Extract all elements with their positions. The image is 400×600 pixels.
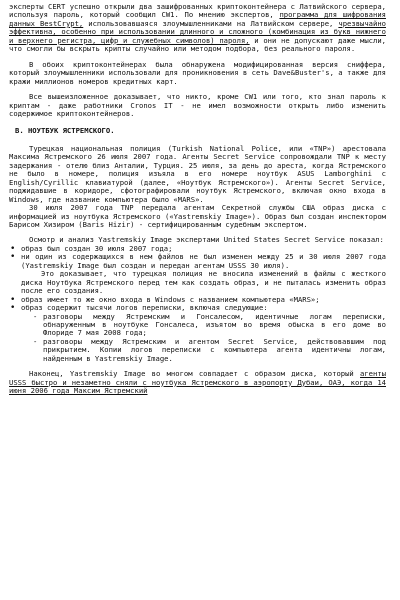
list-item [9,304,386,363]
findings-list [9,245,386,363]
list-item: • образ был создан 30 июля 2007 года; [9,245,386,253]
sub-list-item: - разговоры между Ястремским и агентом Secret Service, действовавшим под прикрытием. Копии логов переписки с компьютера агента идентичны логам, найденным в Yastremskiy Image. [33,338,386,363]
paragraph-conclusion: Все вышеизложенное доказывает, что никто, кроме CW1 или того, кто знал пароль к криптам - даже работники Cronos IT - не имел возможности открыть либо изменить содержимое криптоконтейнеров. [9,92,386,118]
paragraph-arrest: Турецкая национальная полиция (Turkish National Police, или «TNP») арестовала Максима Ястремского 26 июля 2007 года. Агенты Secret Service сопровождали TNP к месту задержания - отелю близ Анталии, Турция. 25 июля, за день до ареста, когда Ястремского не было в номере, полиция изъяла в его номере ноутбук ASUS Lamborghini с English/Cyrillic клавиатурой (далее, «Ноутбук Ястремского»). Агенты Secret Service, поджидавшие в коридоре, сфотографировали ноутбук Ястремского, включая окно входа в Windows, где название компьютера было «MARS». [9,143,386,204]
list-item-continuation: Это доказывает, что турецкая полиция не вносила изменений в файлы с жесткого диска Ноутбука Ястремского перед тем как создать образ, и не пыталась изменить образ после его создания. [21,269,386,296]
list-item-text: образ содержит тысячи логов переписки, включая следующие: [21,303,268,313]
paragraph-latvian-server [9,3,386,54]
underlined-text: чрезвычайно эффективна, особенно при использовании длинного и сложного (комбинация из букв нижнего и верхнего регистра, цифр и служебных символов) пароля, [9,18,386,45]
chat-logs-sublist [21,313,386,364]
paragraph-dubai-image [9,370,386,395]
text-run: использовавшаяся злоумышленниками на Латвийском сервере, [83,18,339,28]
section-heading: B. НОУТБУК ЯСТРЕМСКОГО. [15,126,115,136]
text-run: эксперты CERT успешно открыли два зашифрованных криптоконтейнера с Латвийского сервера, используя пароль, который сообщил CW1. По мнению экспертов, [9,2,386,20]
paragraph-disk-image: 30 июля 2007 года TNP передала агентам Секретной службы США образ диска с информацией из ноутбука Ястремского («Yastremskiy Image»). Образ был создан инспектором Барисом Хизиром (Baris Hizir) - сертифицированным судебным экспертом. [9,203,386,229]
underlined-text: программа для шифрования данных BestCrypt, [9,10,386,28]
underlined-text: агенты USSS быстро и незаметно сняли с ноутбука Ястремского в аэропорту Дубаи, ОАЭ, когда 14 июня 2006 года Максим Ястремский [9,369,386,396]
paragraph-sniffer: В обоих криптоконтейнерах была обнаружена модифицированная версия сниффера, который злоумышленники использовали для проникновения в сеть Dave&Buster's, а также для кражи миллионов номеров кредитных карт. [9,59,386,86]
paragraph-analysis-intro: Осмотр и анализ Yastremskiy Image экспертами United States Secret Service показал: [29,235,384,245]
sub-list-item: - разговоры между Ястремским и Гонсалесом, идентичные логам переписки, обнаруженным в ноутбуке Гонсалеса, изъятом во время обыска в его доме во Флориде 7 мая 2008 года; [33,313,386,338]
list-item-text: ни один из содержащихся в нем файлов не был изменен между 25 и 30 июля 2007 года (Yastremskiy Image был создан и передан агентам USSS 30 июля). [21,252,386,270]
text-run: и они не допускают даже мысли, что смогли бы вскрыть крипты случайно или методом подбора, без реального пароля. [9,35,386,54]
list-item: • образ имеет то же окно входа в Windows с названием компьютера «MARS»; [9,296,386,304]
text-run: Наконец, Yastremskiy Image во многом совпадает с образом диска, который [29,369,361,379]
list-item [9,253,386,295]
